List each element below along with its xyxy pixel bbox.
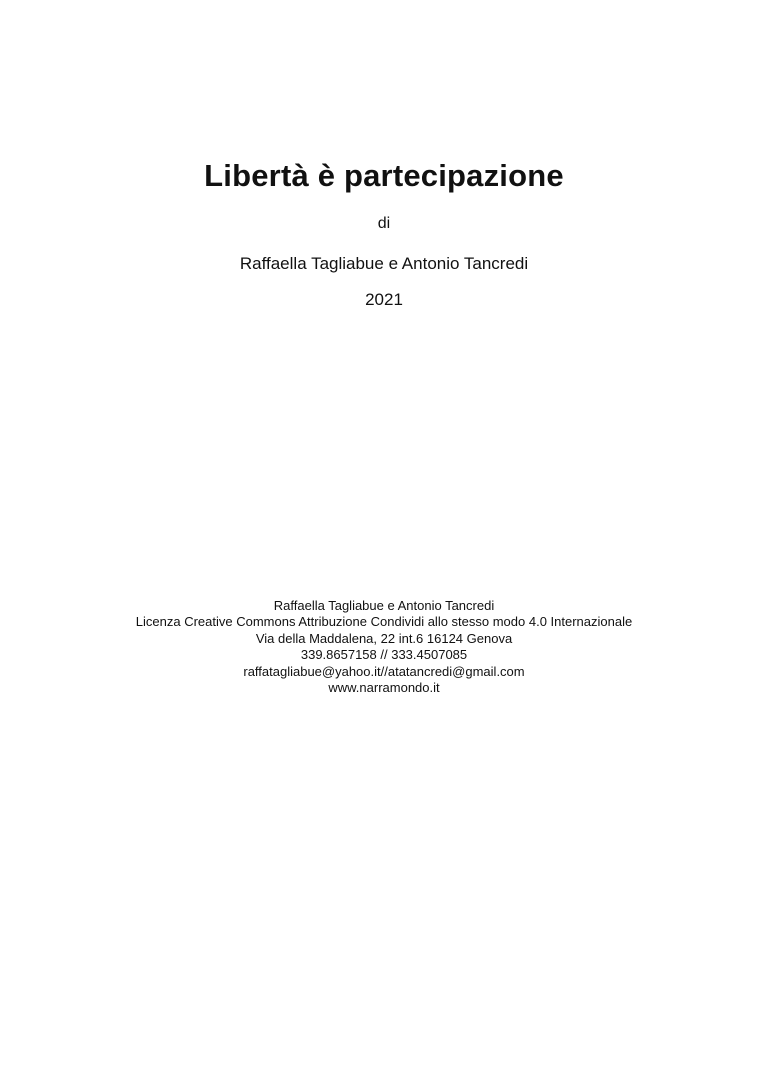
colophon-license: Licenza Creative Commons Attribuzione Condividi allo stesso modo 4.0 Internazionale xyxy=(135,614,633,630)
document-title: Libertà è partecipazione xyxy=(204,158,564,193)
colophon-website: www.narramondo.it xyxy=(328,680,440,696)
colophon-authors: Raffaella Tagliabue e Antonio Tancredi xyxy=(273,598,495,613)
colophon-block xyxy=(0,598,768,696)
authors-line: Raffaella Tagliabue e Antonio Tancredi xyxy=(239,254,529,273)
colophon-phone: 339.8657158 // 333.4507085 xyxy=(300,647,468,663)
byline-preposition: di xyxy=(377,215,391,232)
colophon-email: raffatagliabue@yahoo.it//atatancredi@gmail.com xyxy=(243,663,525,679)
publication-year: 2021 xyxy=(365,290,403,309)
colophon-address: Via della Maddalena, 22 int.6 16124 Genova xyxy=(255,630,513,646)
